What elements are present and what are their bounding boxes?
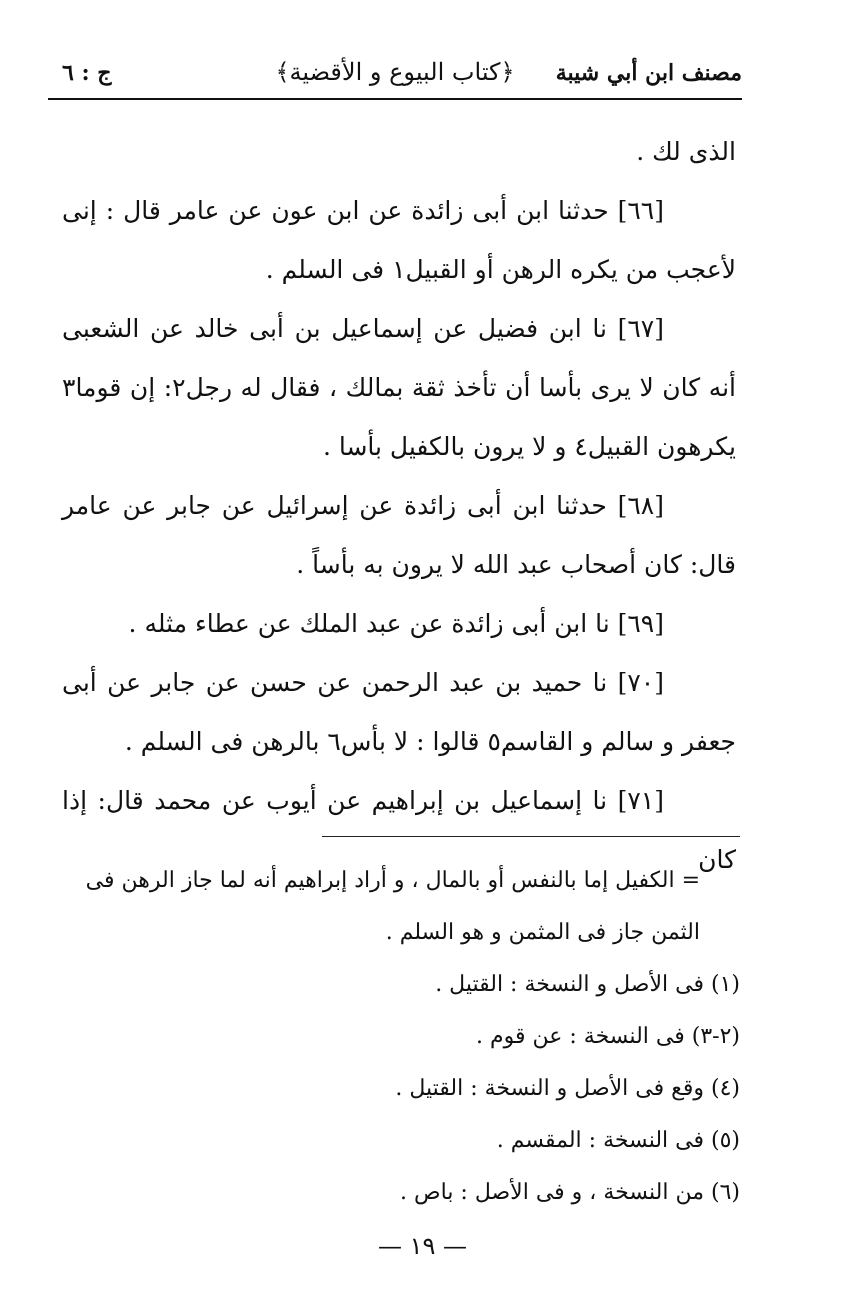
footnote-1: (١) فى الأصل و النسخة : القتيل . bbox=[435, 972, 740, 997]
main-text bbox=[62, 122, 736, 889]
entry-68: [٦٨] حدثنا ابن أبى زائدة عن إسرائيل عن جابر عن عامر قال: كان أصحاب عبد الله لا يرون به بأساً . bbox=[62, 491, 736, 579]
continuation-line: الذى لك . bbox=[636, 137, 736, 166]
entry-67: [٦٧] نا ابن فضيل عن إسماعيل بن أبى خالد عن الشعبى أنه كان لا يرى بأسا أن تأخذ ثقة بمالك ، فقال له رجل٢: إن قوما٣ يكرهون القبيل٤ و لا يرون بالكفيل بأسا . bbox=[62, 314, 737, 461]
footnote-2-3: (٢-٣) فى النسخة : عن قوم . bbox=[476, 1024, 740, 1049]
chapter-title: ﴿كتاب البيوع و الأقضية﴾ bbox=[275, 58, 515, 86]
entry-71: [٧١] نا إسماعيل بن إبراهيم عن أيوب عن محمد قال: إذا كان bbox=[62, 786, 736, 874]
entry-69: [٦٩] نا ابن أبى زائدة عن عبد الملك عن عطاء مثله . bbox=[128, 609, 664, 638]
footnote-6: (٦) من النسخة ، و فى الأصل : باص . bbox=[400, 1180, 740, 1205]
entry-66: [٦٦] حدثنا ابن أبى زائدة عن ابن عون عن عامر قال : إنى لأعجب من يكره الرهن أو القبيل١ فى السلم . bbox=[62, 196, 736, 284]
footnote-5: (٥) فى النسخة : المقسم . bbox=[496, 1128, 740, 1153]
footnote-continuation: = الكفيل إما بالنفس أو بالمال ، و أراد إبراهيم أنه لما جاز الرهن فى الثمن جاز فى المثمن و هو السلم . bbox=[85, 868, 700, 945]
running-header bbox=[48, 48, 742, 96]
volume-number: ج : ٦ bbox=[62, 60, 112, 86]
book-title: مصنف ابن أبي شيبة bbox=[555, 60, 742, 86]
header-rule bbox=[48, 98, 742, 100]
page-number: — ١٩ — bbox=[377, 1232, 468, 1260]
footnote-4: (٤) وقع فى الأصل و النسخة : القتيل . bbox=[395, 1076, 740, 1101]
footnotes bbox=[70, 855, 740, 1219]
entry-70: [٧٠] نا حميد بن عبد الرحمن عن حسن عن جابر عن أبى جعفر و سالم و القاسم٥ قالوا : لا بأس٦ بالرهن فى السلم . bbox=[62, 668, 736, 756]
footnote-rule bbox=[322, 836, 740, 837]
